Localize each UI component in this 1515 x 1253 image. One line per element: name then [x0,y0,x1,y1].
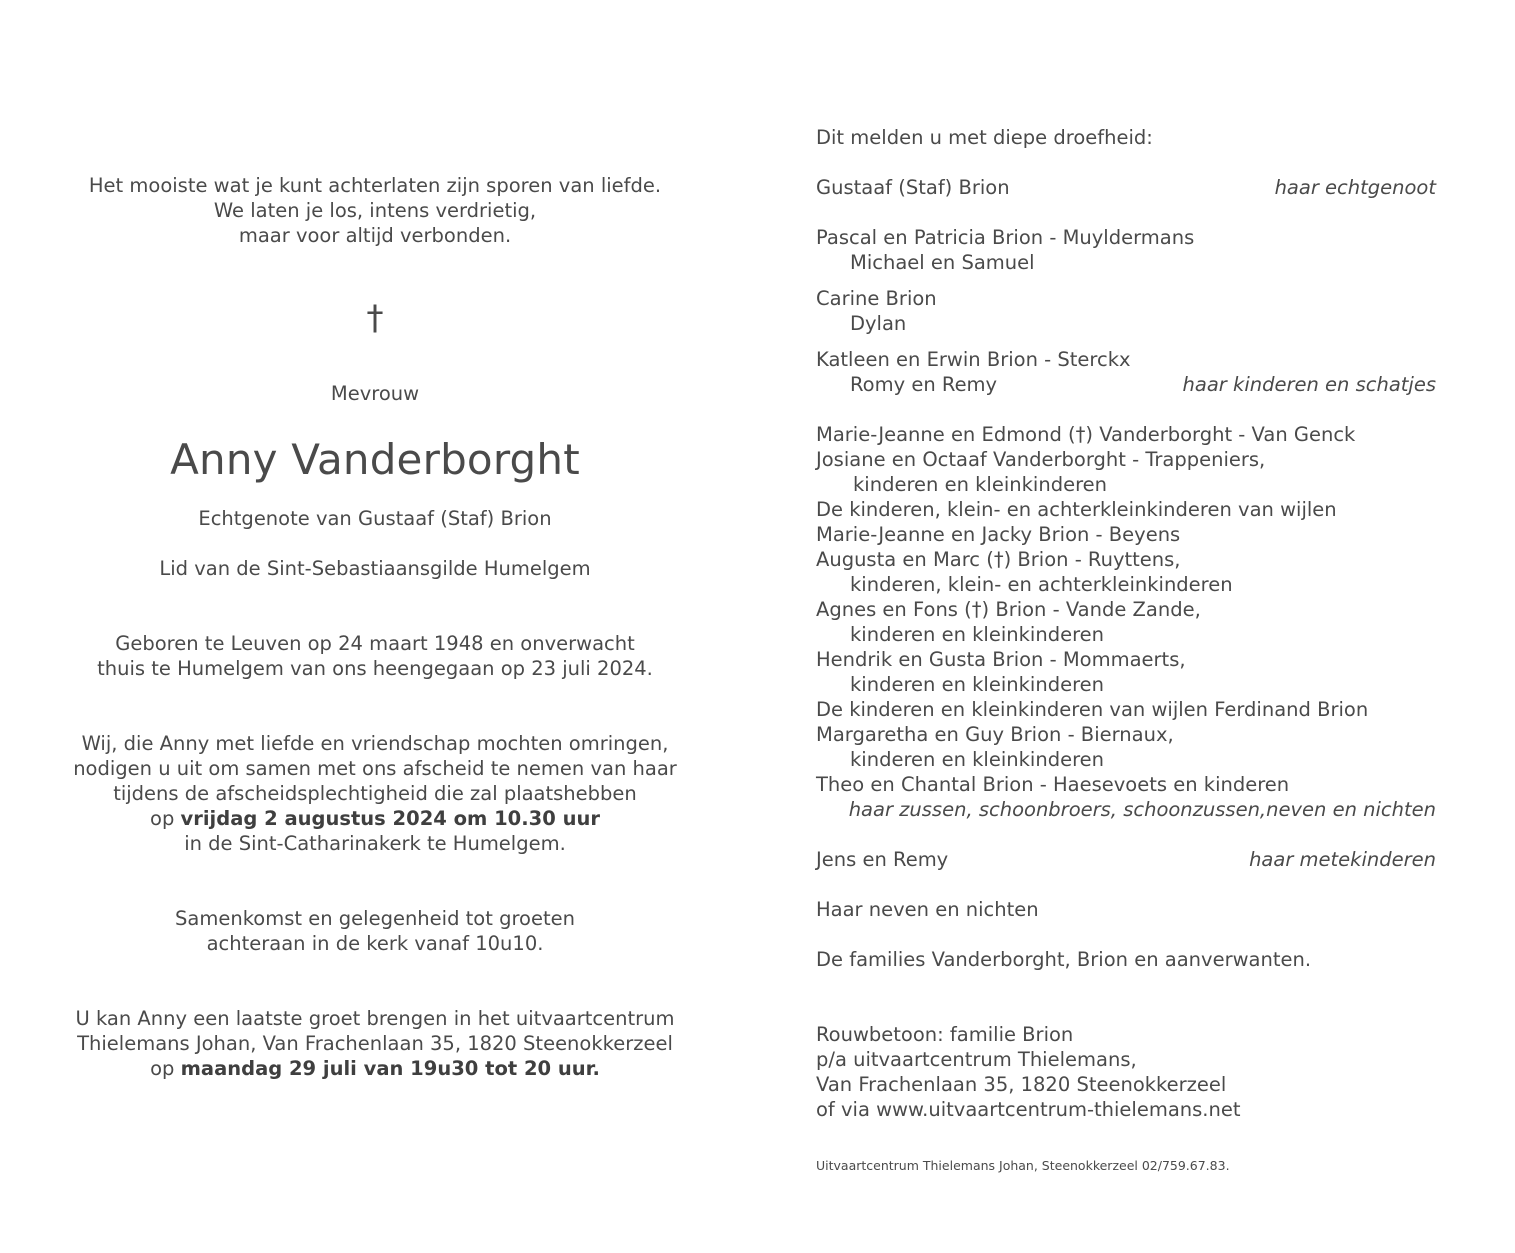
cousins-line: Haar neven en nichten [816,898,1039,921]
invite-line: nodigen u uit om samen met ons afscheid te nemen van haar [73,757,677,780]
grandchildren-row [816,372,1436,397]
sibling-line: De kinderen, klein- en achterkleinkinderen van wijlen [816,498,1337,521]
visit-date-prefix: op [150,1057,181,1080]
invite-line: Wij, die Anny met liefde en vriendschap mochten omringen, [81,732,669,755]
ceremony-date-line [40,806,710,831]
quote-line: Het mooiste wat je kunt achterlaten zijn sporen van liefde. [88,174,662,197]
sibling-line: Hendrik en Gusta Brion - Mommaerts, [816,648,1186,671]
godchildren-names: Jens en Remy [816,848,949,871]
husband-role: haar echtgenoot [1274,176,1436,199]
deceased-name: Anny Vanderborght [170,435,580,484]
gathering-info [40,906,710,956]
visit-date-line [40,1056,710,1081]
memorial-quote [40,173,710,248]
cross-icon: † [366,298,384,338]
condolence-website: of via www.uitvaartcentrum-thielemans.net [816,1098,1241,1121]
sibling-line: De kinderen en kleinkinderen van wijlen Ferdinand Brion [816,698,1369,721]
sibling-line: Agnes en Fons (†) Brion - Vande Zande, [816,598,1201,621]
siblings-role: haar zussen, schoonbroers, schoonzussen,neven en nichten [848,798,1436,821]
sibling-descendants: kinderen en kleinkinderen [853,473,1108,496]
ceremony-date: vrijdag 2 augustus 2024 om 10.30 uur [180,807,600,830]
gather-line: Samenkomst en gelegenheid tot groeten [175,907,575,930]
ceremony-date-prefix: op [150,807,181,830]
death-line: thuis te Humelgem van ons heengegaan op 23 juli 2024. [97,657,653,680]
godchildren-row [816,847,1436,872]
sibling-line: Marie-Jeanne en Edmond (†) Vanderborght - Van Genck [816,423,1356,446]
child-parents: Pascal en Patricia Brion - Muyldermans [816,226,1195,249]
quote-line: We laten je los, intens verdrietig, [213,199,537,222]
sibling-line: Josiane en Octaaf Vanderborght - Trappeniers, [816,448,1266,471]
funeral-home-footer: Uitvaartcentrum Thielemans Johan, Steenokkerzeel 02/759.67.83. [816,1158,1230,1173]
ceremony-invitation [40,731,710,856]
grandchildren: Romy en Remy [850,373,998,396]
child-parents: Katleen en Erwin Brion - Sterckx [816,348,1131,371]
sibling-descendants: kinderen en kleinkinderen [850,748,1105,771]
birth-death-info [40,631,710,681]
spouse-line: Echtgenote van Gustaaf (Staf) Brion [198,507,552,530]
child-parents: Carine Brion [816,287,937,310]
sibling-line: Augusta en Marc (†) Brion - Ruyttens, [816,548,1181,571]
sibling-descendants: kinderen, klein- en achterkleinkinderen [850,573,1233,596]
visitation-info [40,1006,710,1081]
quote-line: maar voor altijd verbonden. [238,224,512,247]
sibling-line: Margaretha en Guy Brion - Biernaux, [816,723,1174,746]
ceremony-place: in de Sint-Catharinakerk te Humelgem. [184,832,566,855]
announcement-intro: Dit melden u met diepe droefheid: [816,126,1153,149]
gather-line: achteraan in de kerk vanaf 10u10. [206,932,544,955]
sibling-descendants: kinderen en kleinkinderen [850,623,1105,646]
membership-line: Lid van de Sint-Sebastiaansgilde Humelgem [159,557,591,580]
families-line: De families Vanderborght, Brion en aanverwanten. [816,948,1312,971]
sibling-line: Marie-Jeanne en Jacky Brion - Beyens [816,523,1181,546]
condolence-line: Rouwbetoon: familie Brion [816,1023,1074,1046]
children-role: haar kinderen en schatjes [1182,373,1436,396]
grandchildren: Dylan [850,312,907,335]
godchildren-role: haar metekinderen [1249,848,1436,871]
invite-line: tijdens de afscheidsplechtigheid die zal plaatshebben [113,782,637,805]
sibling-line: Theo en Chantal Brion - Haesevoets en kinderen [816,773,1290,796]
visit-line: Thielemans Johan, Van Frachenlaan 35, 1820 Steenokkerzeel [77,1032,673,1055]
sibling-descendants: kinderen en kleinkinderen [850,673,1105,696]
grandchildren: Michael en Samuel [850,251,1035,274]
visit-line: U kan Anny een laatste groet brengen in het uitvaartcentrum [75,1007,675,1030]
honorific: Mevrouw [330,382,420,405]
birth-line: Geboren te Leuven op 24 maart 1948 en onverwacht [115,632,635,655]
condolence-line: p/a uitvaartcentrum Thielemans, [816,1048,1137,1071]
husband-name: Gustaaf (Staf) Brion [816,176,1010,199]
condolence-line: Van Frachenlaan 35, 1820 Steenokkerzeel [816,1073,1227,1096]
husband-row [816,175,1436,200]
visit-date: maandag 29 juli van 19u30 tot 20 uur. [180,1057,600,1080]
